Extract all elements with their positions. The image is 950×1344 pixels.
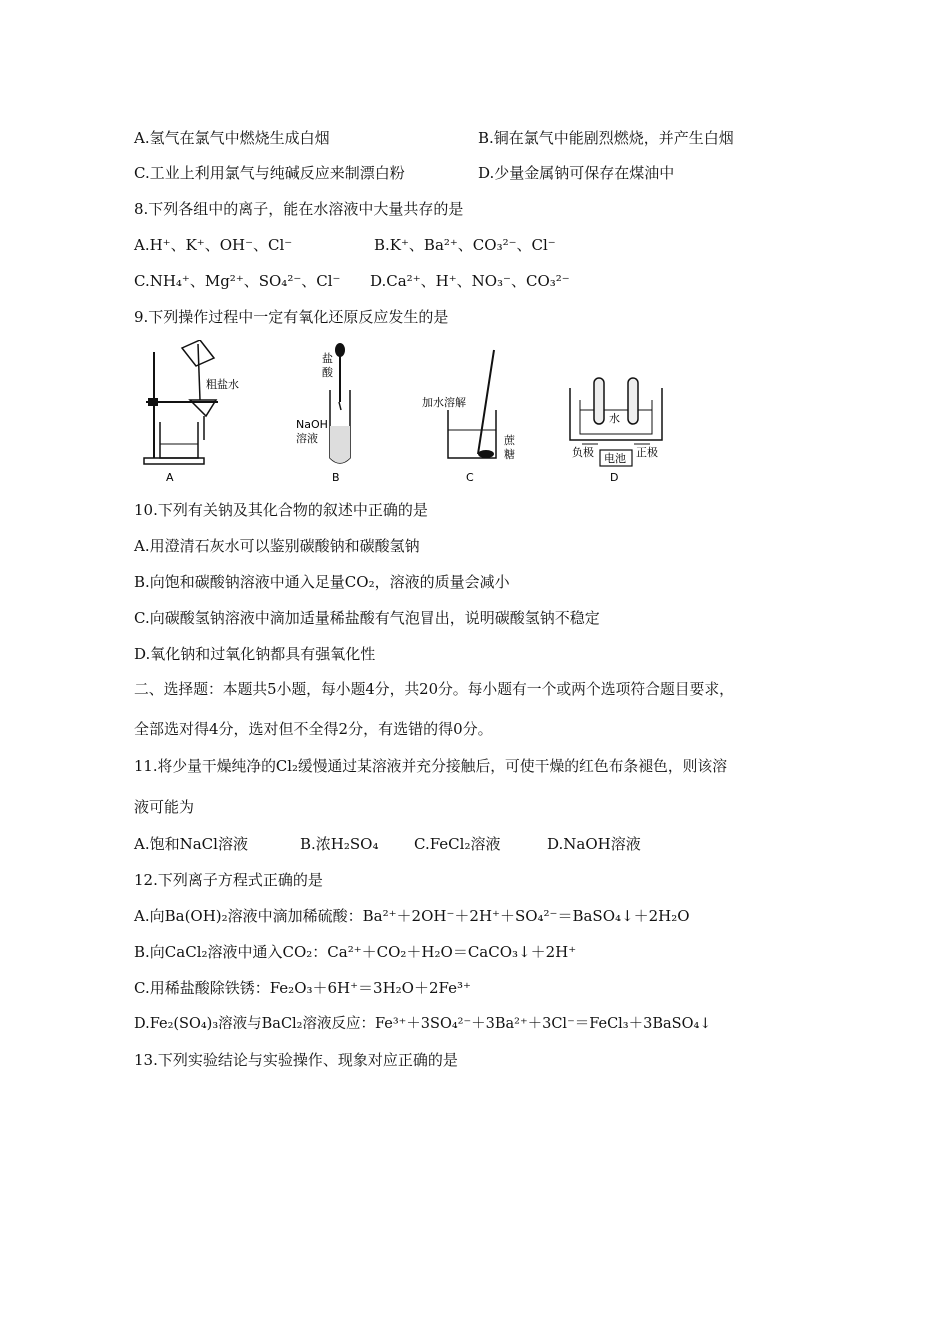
figure-c-text1: 加水溶解 (422, 396, 466, 409)
q10-option-d: D.氧化钠和过氧化钠都具有强氧化性 (134, 645, 376, 663)
q12-stem: 12.下列离子方程式正确的是 (134, 871, 323, 889)
figure-d-label: D (610, 471, 619, 484)
figure-d-text1: 水 (609, 412, 620, 425)
figure-d-text2: 负极 (572, 446, 594, 459)
figure-b-text2: 酸 (322, 366, 333, 379)
figure-a-text: 粗盐水 (206, 378, 239, 391)
figure-b-text3: NaOH (296, 418, 328, 431)
q10-option-b: B.向饱和碳酸钠溶液中通入足量CO₂，溶液的质量会减小 (134, 573, 510, 591)
q7-option-a: A.氢气在氯气中燃烧生成白烟 (134, 129, 330, 147)
figure-b-label: B (332, 471, 340, 484)
q10-option-c: C.向碳酸氢钠溶液中滴加适量稀盐酸有气泡冒出，说明碳酸氢钠不稳定 (134, 609, 600, 627)
q8-stem: 8.下列各组中的离子，能在水溶液中大量共存的是 (134, 200, 464, 218)
figure-c-text2: 蔗 (504, 434, 515, 447)
q8-option-a: A.H⁺、K⁺、OH⁻、Cl⁻ (134, 236, 293, 254)
q12-option-d: D.Fe₂(SO₄)₃溶液与BaCl₂溶液反应：Fe³⁺＋3SO₄²⁻＋3Ba²⁺＋3Cl⁻＝FeCl₃＋3BaSO₄↓ (134, 1016, 712, 1032)
q10-stem: 10.下列有关钠及其化合物的叙述中正确的是 (134, 501, 428, 519)
q11-stem-line2: 液可能为 (134, 798, 195, 816)
figure-d-text4: 正极 (636, 446, 658, 459)
figure-d-electrolysis (562, 340, 672, 488)
section-2-instructions-line1: 二、选择题：本题共5小题，每小题4分，共20分。每小题有一个或两个选项符合题目要求， (134, 681, 734, 698)
figure-d-text3: 电池 (604, 452, 626, 465)
figure-c-label: C (466, 471, 474, 484)
q9-stem: 9.下列操作过程中一定有氧化还原反应发生的是 (134, 308, 449, 326)
figure-a-filtration (140, 340, 270, 488)
q8-option-c: C.NH₄⁺、Mg²⁺、SO₄²⁻、Cl⁻ (134, 272, 341, 290)
q10-option-a: A.用澄清石灰水可以鉴别碳酸钠和碳酸氢钠 (134, 537, 420, 555)
q13-stem: 13.下列实验结论与实验操作、现象对应正确的是 (134, 1051, 458, 1069)
section-2-instructions-line2: 全部选对得4分，选对但不全得2分，有选错的得0分。 (134, 720, 493, 738)
q11-option-d: D.NaOH溶液 (547, 835, 641, 853)
q7-option-b: B.铜在氯气中能剧烈燃烧，并产生白烟 (478, 129, 734, 147)
q8-option-d: D.Ca²⁺、H⁺、NO₃⁻、CO₃²⁻ (370, 272, 570, 290)
figure-b-text4: 溶液 (296, 432, 318, 445)
q7-option-c: C.工业上利用氯气与纯碱反应来制漂白粉 (134, 164, 405, 182)
figure-c-text3: 糖 (504, 448, 515, 461)
q12-option-b: B.向CaCl₂溶液中通入CO₂：Ca²⁺＋CO₂＋H₂O＝CaCO₃↓＋2H⁺ (134, 943, 577, 961)
q11-option-c: C.FeCl₂溶液 (414, 835, 501, 853)
q7-option-d: D.少量金属钠可保存在煤油中 (478, 164, 675, 182)
q12-option-a: A.向Ba(OH)₂溶液中滴加稀硫酸：Ba²⁺＋2OH⁻＋2H⁺＋SO₄²⁻＝BaSO₄↓＋2H₂O (134, 907, 690, 925)
q12-option-c: C.用稀盐酸除铁锈：Fe₂O₃＋6H⁺＝3H₂O＋2Fe³⁺ (134, 979, 471, 997)
figure-a-label: A (166, 471, 174, 484)
q11-option-b: B.浓H₂SO₄ (300, 835, 379, 853)
figure-c-beaker (418, 340, 528, 488)
figure-b-test-tube (292, 340, 372, 488)
q8-option-b: B.K⁺、Ba²⁺、CO₃²⁻、Cl⁻ (374, 236, 556, 254)
q11-option-a: A.饱和NaCl溶液 (134, 835, 248, 853)
figure-b-text1: 盐 (322, 352, 333, 365)
q11-stem-line1: 11.将少量干燥纯净的Cl₂缓慢通过某溶液并充分接触后，可使干燥的红色布条褪色，则该溶 (134, 758, 728, 775)
